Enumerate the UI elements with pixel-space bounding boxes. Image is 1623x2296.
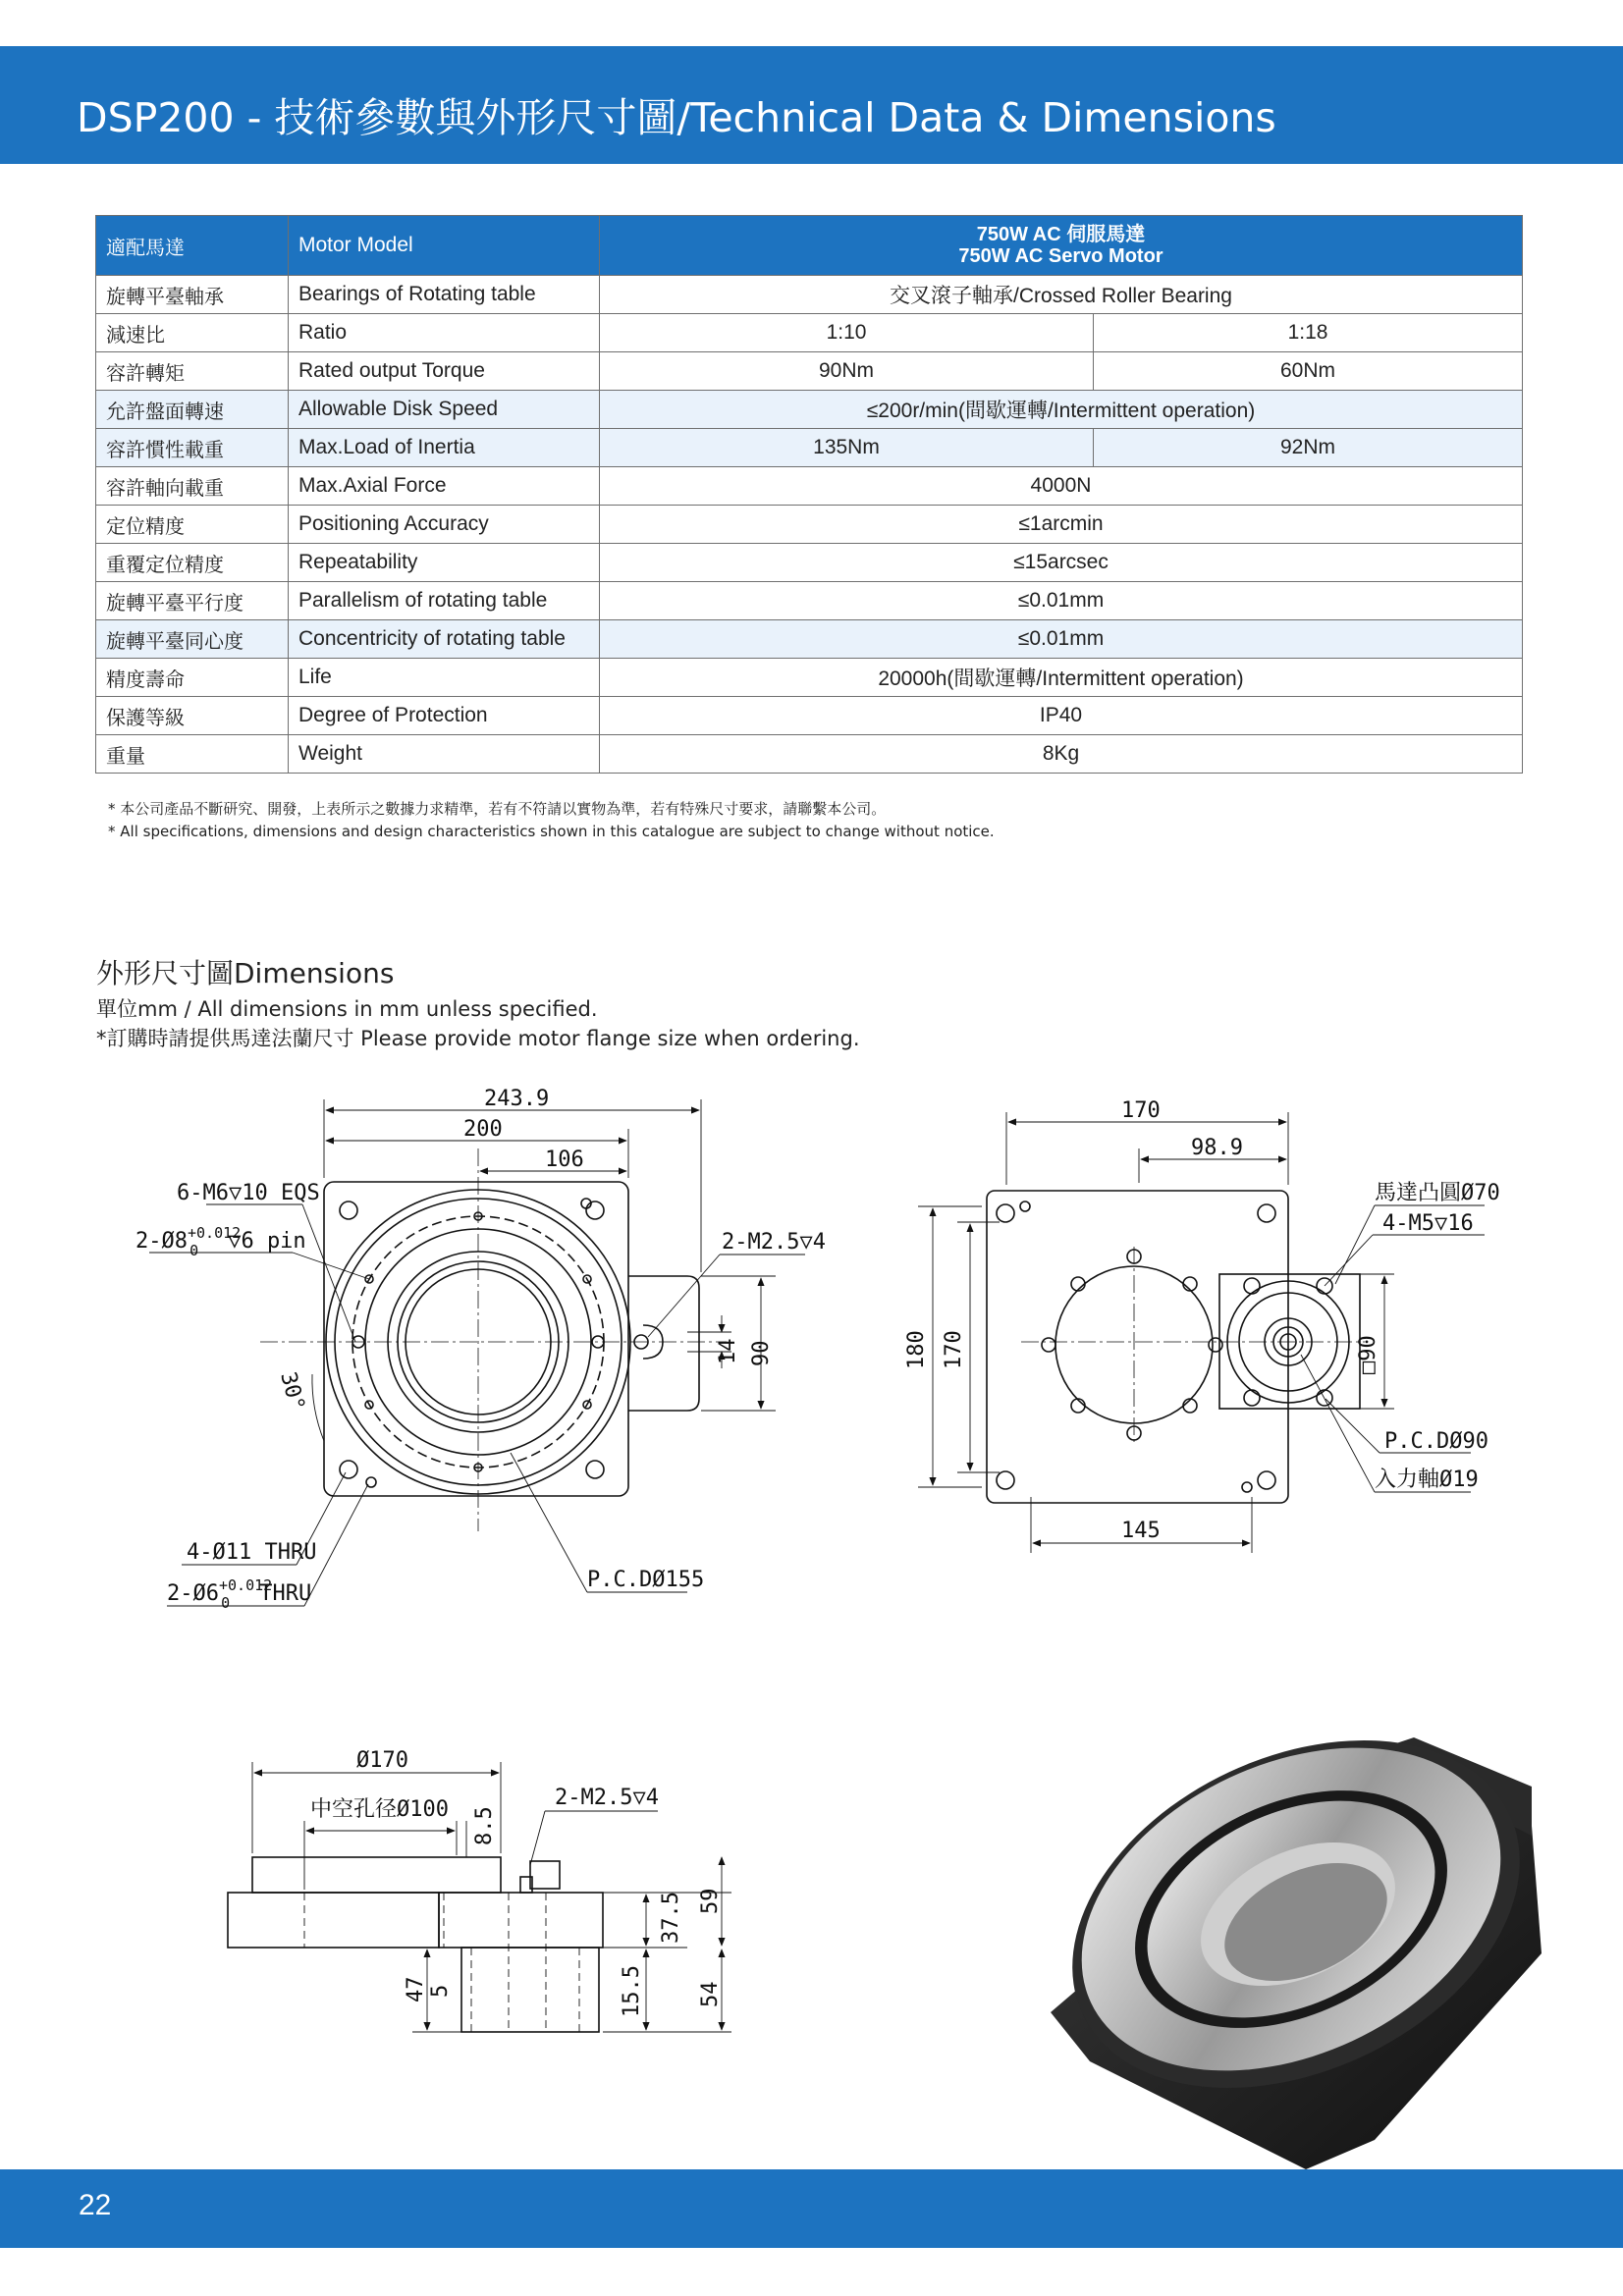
dim-square-90: □90 [1356, 1335, 1380, 1374]
note-zh: * 本公司產品不斷研究、開發，上表所示之數據力求精準，若有不符請以實物為準，若有特殊尺寸要求，請聯繫本公司。 [108, 800, 887, 818]
order-note: *訂購時請提供馬達法蘭尺寸 Please provide motor flange size when ordering. [96, 1027, 860, 1050]
row-label-en: Bearings of Rotating table [289, 276, 600, 314]
row-value: 60Nm [1094, 352, 1523, 391]
row-value: 20000h(間歇運轉/Intermittent operation) [600, 659, 1523, 697]
row-label-zh: 保護等級 [96, 697, 289, 735]
row-label-zh: 旋轉平臺同心度 [96, 620, 289, 659]
note-en: * All specifications, dimensions and design characteristics shown in this catalogue are subject to change without notice. [108, 823, 995, 840]
page-footer [0, 2169, 1623, 2248]
label-input-shaft: 入力軸Ø19 [1375, 1468, 1479, 1492]
dimensions-title: 外形尺寸圖Dimensions [96, 957, 395, 989]
row-value: 135Nm [600, 429, 1094, 467]
dim-bottom-170: 170 [1121, 1098, 1161, 1123]
pin-size: 2-Ø8 [135, 1229, 188, 1254]
dim-200: 200 [463, 1117, 503, 1142]
unit-note: 單位mm / All dimensions in mm unless specified. [96, 997, 598, 1021]
row-label-zh: 精度壽命 [96, 659, 289, 697]
row-label-zh: 允許盤面轉速 [96, 391, 289, 429]
row-value: ≤1arcmin [600, 506, 1523, 544]
row-label-en: Ratio [289, 314, 600, 352]
header-zh: 適配馬達 [96, 216, 289, 276]
row-value: 4000N [600, 467, 1523, 506]
row-label-en: Max.Load of Inertia [289, 429, 600, 467]
row-label-zh: 容許軸向載重 [96, 467, 289, 506]
label-pcd-90: P.C.DØ90 [1384, 1429, 1488, 1454]
row-label-zh: 旋轉平臺平行度 [96, 582, 289, 620]
row-label-en: Concentricity of rotating table [289, 620, 600, 659]
row-label-en: Positioning Accuracy [289, 506, 600, 544]
pin-tolerance: +0.012 [187, 1224, 242, 1242]
row-value: 90Nm [600, 352, 1094, 391]
label-thru-11: 4-Ø11 THRU [187, 1540, 317, 1565]
row-label-en: Life [289, 659, 600, 697]
dim-54: 54 [698, 1981, 723, 2007]
dim-106: 106 [545, 1148, 584, 1172]
header-value-line2: 750W AC Servo Motor [958, 245, 1163, 267]
row-label-en: Parallelism of rotating table [289, 582, 600, 620]
thru-6-tolerance: +0.012 [218, 1576, 273, 1594]
dim-90: 90 [749, 1340, 774, 1366]
row-label-en: Repeatability [289, 544, 600, 582]
row-label-zh: 重量 [96, 735, 289, 774]
row-value: 92Nm [1094, 429, 1523, 467]
dim-8-5: 8.5 [472, 1806, 497, 1845]
row-value: ≤15arcsec [600, 544, 1523, 582]
row-label-zh: 旋轉平臺軸承 [96, 276, 289, 314]
row-value: 8Kg [600, 735, 1523, 774]
dim-145: 145 [1121, 1519, 1161, 1543]
dim-14: 14 [716, 1338, 740, 1364]
thru-6-tolerance-low: 0 [221, 1594, 231, 1612]
row-value: ≤0.01mm [600, 582, 1523, 620]
dim-98-9: 98.9 [1191, 1136, 1243, 1160]
row-label-zh: 容許慣性載重 [96, 429, 289, 467]
row-label-en: Rated output Torque [289, 352, 600, 391]
dim-15-5: 15.5 [620, 1965, 644, 2017]
label-tap-m6: 6-M6▽10 EQS [177, 1181, 320, 1205]
label-pcd-155: P.C.DØ155 [587, 1568, 705, 1592]
dim-bottom-170-v: 170 [942, 1330, 966, 1369]
product-photo [1016, 1673, 1576, 2169]
dim-5: 5 [428, 1984, 453, 1998]
row-value: 1:18 [1094, 314, 1523, 352]
header-value-line1: 750W AC 伺服馬達 [976, 224, 1146, 245]
label-hollow-100: 中空孔径Ø100 [310, 1797, 449, 1822]
dim-37-5: 37.5 [659, 1892, 683, 1944]
row-value: 交叉滾子軸承/Crossed Roller Bearing [600, 276, 1523, 314]
label-side-tap: 2-M2.5▽4 [555, 1786, 659, 1810]
label-pin [135, 1224, 306, 1259]
row-value: ≤0.01mm [600, 620, 1523, 659]
dim-180: 180 [904, 1330, 929, 1369]
page-title: DSP200 - 技術參數與外形尺寸圖/Technical Data & Dimensions [77, 94, 1276, 141]
row-label-en: Weight [289, 735, 600, 774]
label-tap-m2-5: 2-M2.5▽4 [722, 1230, 826, 1255]
label-thru-6 [167, 1576, 311, 1612]
header-en: Motor Model [289, 216, 600, 276]
row-label-zh: 減速比 [96, 314, 289, 352]
dim-47: 47 [404, 1976, 428, 2002]
row-label-en: Max.Axial Force [289, 467, 600, 506]
row-label-zh: 重覆定位精度 [96, 544, 289, 582]
page-number: 22 [79, 2189, 112, 2221]
pin-depth: ▽6 pin [228, 1229, 306, 1254]
top-view-drawing [149, 1099, 805, 1606]
pin-tolerance-low: 0 [189, 1242, 199, 1259]
row-label-zh: 容許轉矩 [96, 352, 289, 391]
dim-side-170: Ø170 [356, 1748, 408, 1773]
row-value: IP40 [600, 697, 1523, 735]
label-tap-m5: 4-M5▽16 [1382, 1211, 1474, 1236]
row-label-en: Allowable Disk Speed [289, 391, 600, 429]
row-label-zh: 定位精度 [96, 506, 289, 544]
angle-30: 30° [275, 1369, 309, 1414]
dim-59: 59 [698, 1888, 723, 1914]
dim-243-9: 243.9 [484, 1087, 550, 1111]
row-value: ≤200r/min(間歇運轉/Intermittent operation) [600, 391, 1523, 429]
label-motor-boss: 馬達凸圓Ø70 [1375, 1181, 1500, 1205]
row-label-en: Degree of Protection [289, 697, 600, 735]
thru-6-label: THRU [259, 1581, 312, 1606]
row-value: 1:10 [600, 314, 1094, 352]
thru-6-size: 2-Ø6 [167, 1581, 219, 1606]
